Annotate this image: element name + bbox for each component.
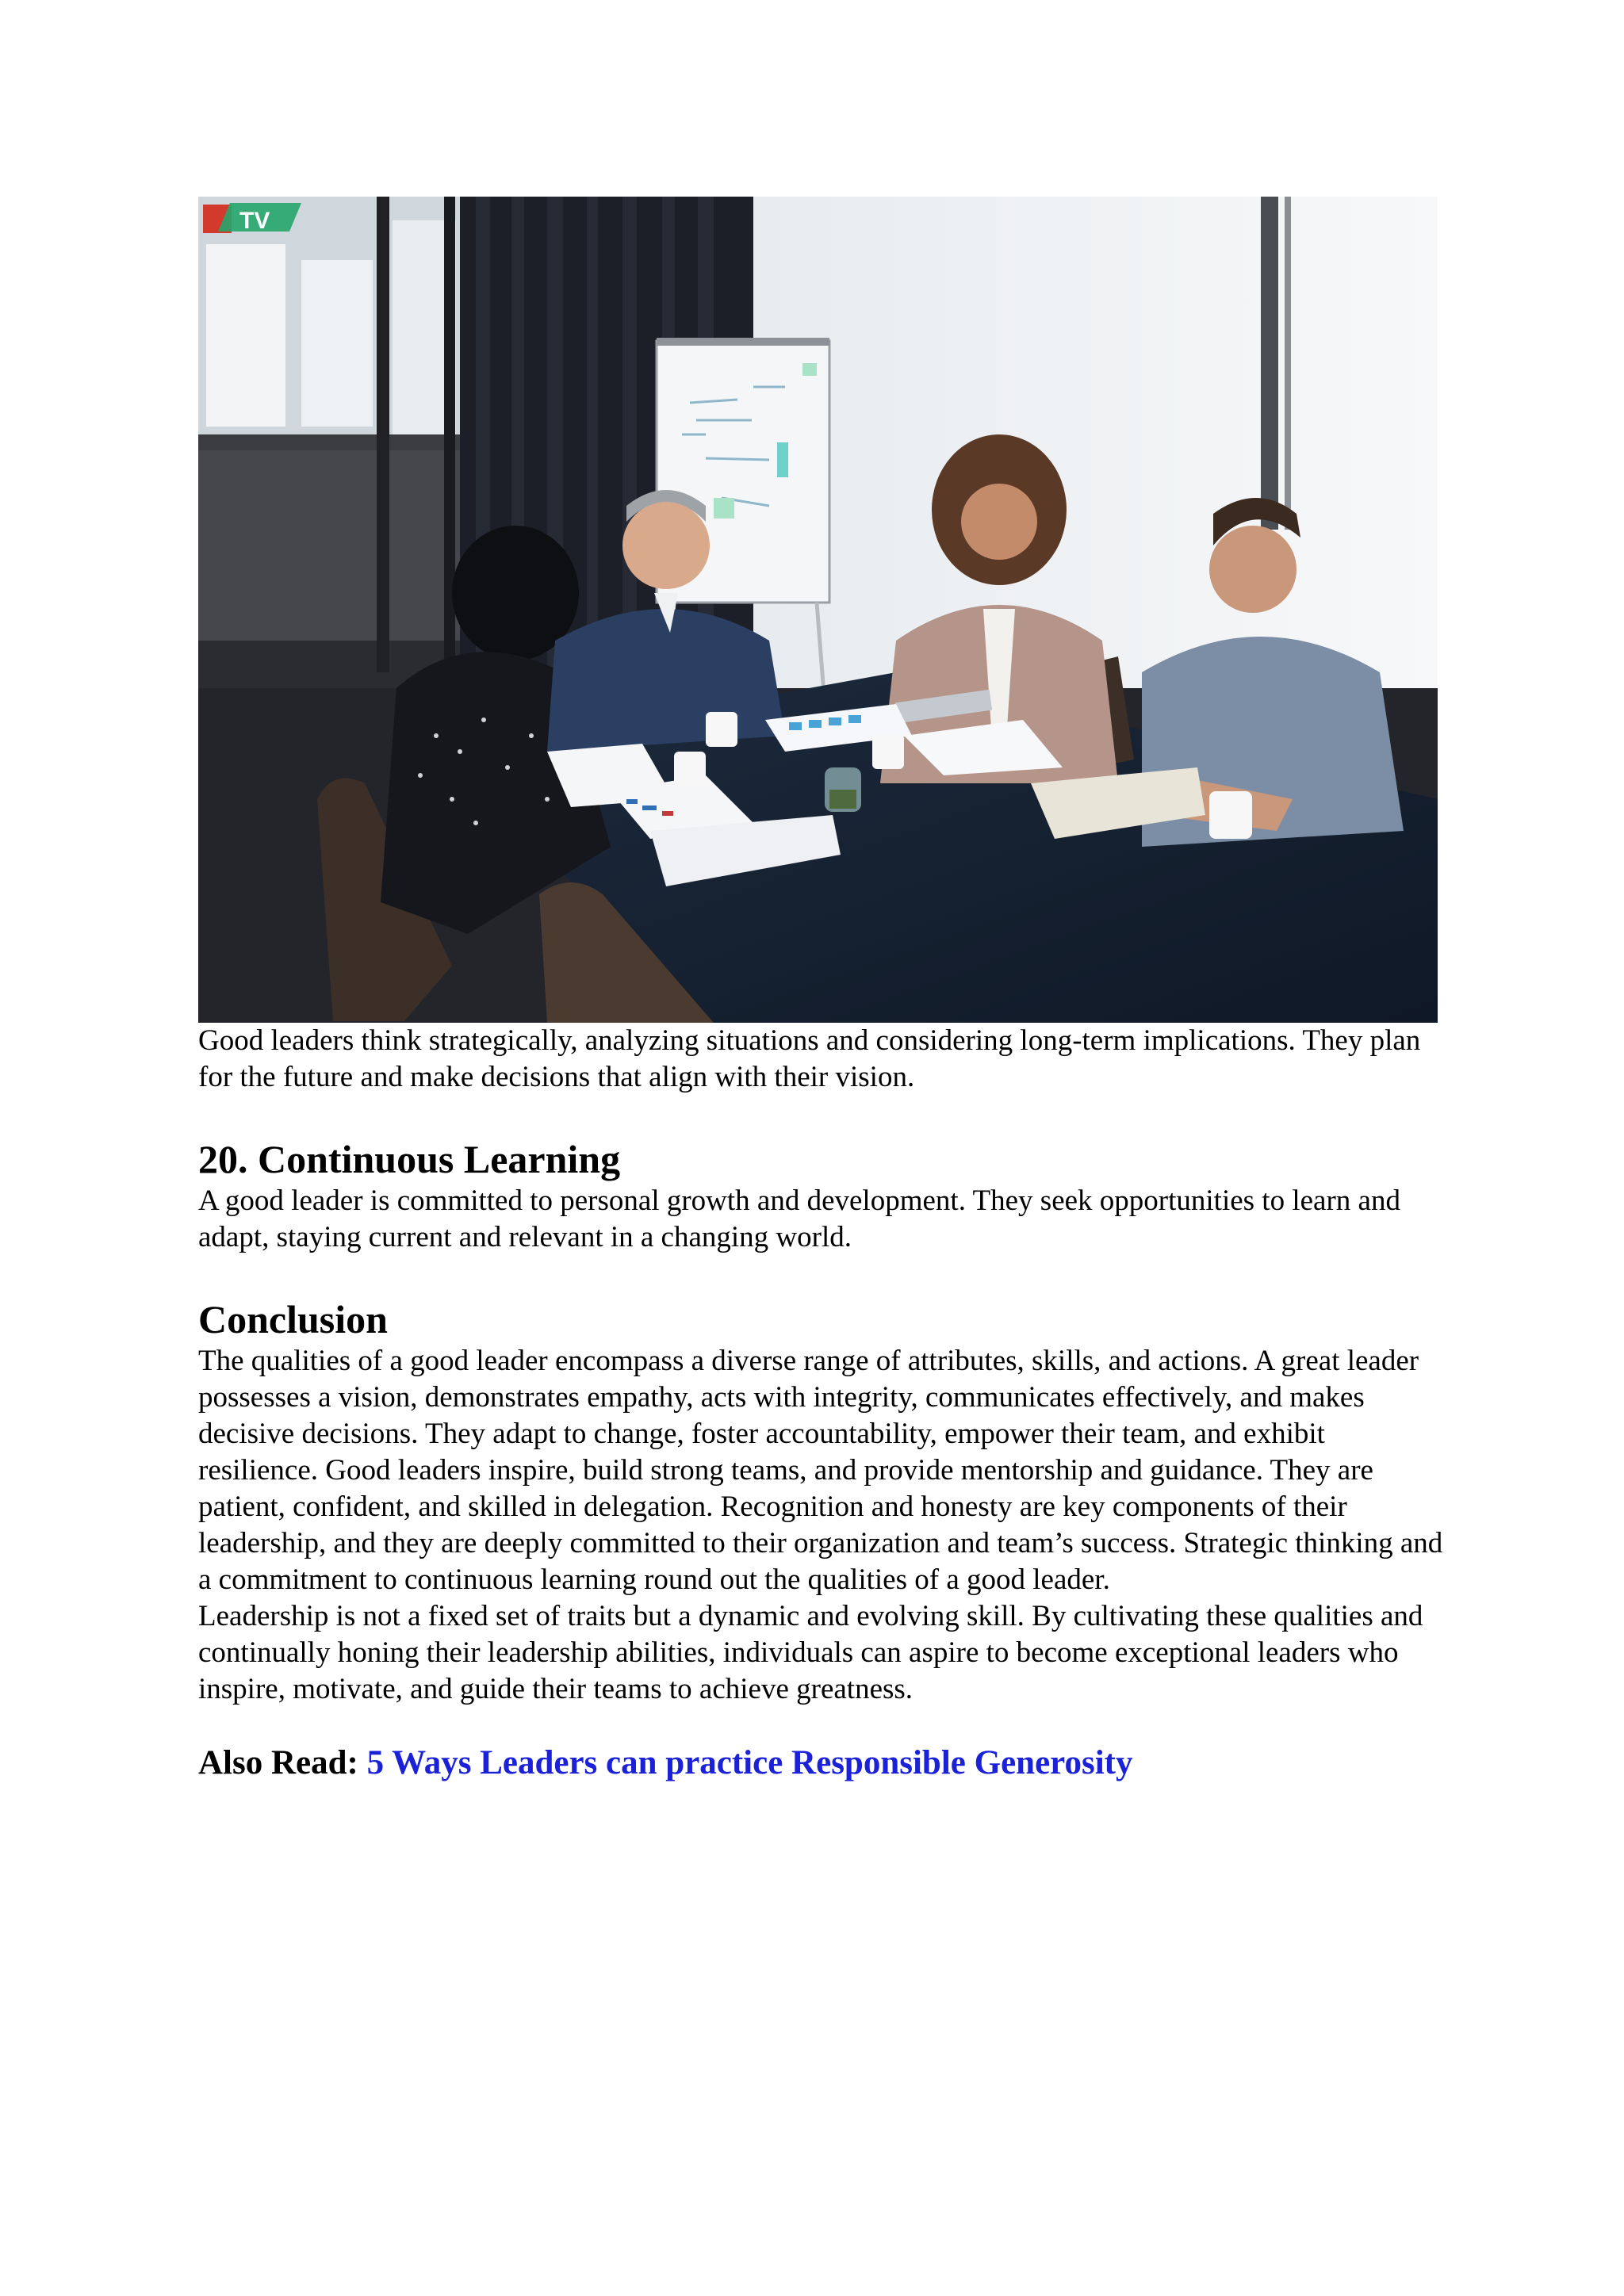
also-read — [198, 1741, 1443, 1785]
paragraph-continuous-learning: A good leader is committed to personal growth and development. They seek opportunities to learn and adapt, staying current and relevant in a changing world. — [198, 1184, 1400, 1253]
article-body — [198, 197, 1443, 1785]
meeting-photo-illustration — [198, 197, 1438, 1023]
paragraph-conclusion-2: Leadership is not a fixed set of traits but a dynamic and evolving skill. By cultivating these qualities and continually honing their leadership abilities, individuals can aspire to become exceptional leaders who inspire, motivate, and guide their teams to achieve greatness. — [198, 1600, 1423, 1705]
meeting-photo — [198, 197, 1438, 1023]
also-read-label: Also Read: — [198, 1744, 367, 1781]
photo-logo-text: TV — [239, 208, 270, 234]
image-caption: Good leaders think strategically, analyzing situations and considering long-term implications. They plan for the future and make decisions that align with their vision. — [198, 1024, 1421, 1093]
also-read-link[interactable]: 5 Ways Leaders can practice Responsible Generosity — [366, 1744, 1133, 1781]
heading-continuous-learning: 20. Continuous Learning — [198, 1137, 621, 1181]
paragraph-conclusion-1: The qualities of a good leader encompass a diverse range of attributes, skills, and actions. A great leader possesses a vision, demonstrates empathy, acts with integrity, communicates effectively, and makes decisive decisions. They adapt to change, foster accountability, empower their team, and exhibit resilience. Good leaders inspire, build strong teams, and provide mentorship and guidance. They are patient, confident, and skilled in delegation. Recognition and honesty are key components of their leadership, and they are deeply committed to their organization and team’s success. Strategic thinking and a commitment to continuous learning round out the qualities of a good leader. — [198, 1345, 1443, 1596]
heading-conclusion: Conclusion — [198, 1297, 388, 1341]
